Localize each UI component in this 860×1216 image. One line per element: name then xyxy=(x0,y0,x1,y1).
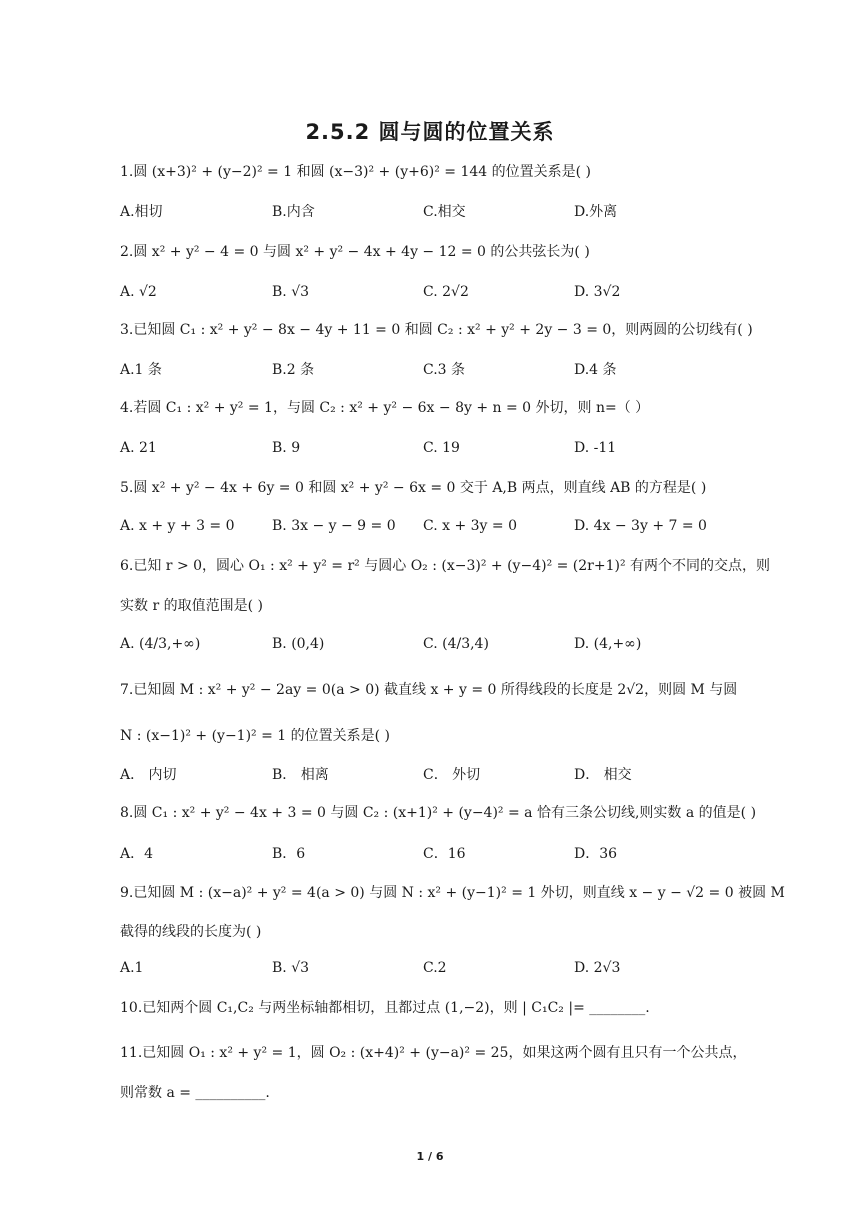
question-7-options xyxy=(120,765,740,787)
option-c: C.3 条 xyxy=(423,362,466,378)
question-5-options xyxy=(120,516,740,538)
page-title: 2.5.2 圆与圆的位置关系 xyxy=(305,120,555,144)
option-a: A.相切 xyxy=(120,204,163,220)
question-6-stem: 6.已知 r > 0，圆心 O₁ : x² + y² = r² 与圆心 O₂ : (x−3)² + (y−4)² = (2r+1)² 有两个不同的交点，则 xyxy=(120,558,771,574)
option-b: B. 3x − y − 9 = 0 xyxy=(272,518,396,534)
question-9-options xyxy=(120,958,740,980)
option-b: B． 相离 xyxy=(272,767,329,783)
option-a: A. √2 xyxy=(120,284,157,300)
question-9-stem: 9.已知圆 M : (x−a)² + y² = 4(a > 0) 与圆 N : x² + (y−1)² = 1 外切，则直线 x − y − √2 = 0 被圆 M xyxy=(120,885,785,901)
option-c: C.相交 xyxy=(423,204,466,220)
option-a: A．4 xyxy=(120,846,154,862)
question-7-stem: 7.已知圆 M : x² + y² − 2ay = 0(a > 0) 截直线 x + y = 0 所得线段的长度是 2√2，则圆 M 与圆 xyxy=(120,682,738,698)
option-c: C. x + 3y = 0 xyxy=(423,518,517,534)
question-8-options xyxy=(120,844,740,866)
option-a: A. x + y + 3 = 0 xyxy=(120,518,235,534)
option-a: A.1 条 xyxy=(120,362,162,378)
option-d: D. 3√2 xyxy=(574,284,621,300)
page-number: 1 / 6 xyxy=(416,1150,444,1163)
option-c: C. 19 xyxy=(423,440,460,456)
option-b: B. √3 xyxy=(272,284,310,300)
option-b: B. √3 xyxy=(272,960,310,976)
option-d: D. 4x − 3y + 7 = 0 xyxy=(574,518,707,534)
question-2-options xyxy=(120,282,740,304)
option-d: D. 2√3 xyxy=(574,960,621,976)
question-4-stem: 4.若圆 C₁ : x² + y² = 1，与圆 C₂ : x² + y² − 6x − 8y + n = 0 外切，则 n=（ ） xyxy=(120,400,650,416)
question-10-stem: 10.已知两个圆 C₁,C₂ 与两坐标轴都相切，且都过点 (1,−2)，则 | C₁C₂ |= ________. xyxy=(120,1000,650,1016)
option-b: B.2 条 xyxy=(272,362,315,378)
option-a: A． 内切 xyxy=(120,767,177,783)
question-8-stem: 8.圆 C₁ : x² + y² − 4x + 3 = 0 与圆 C₂ : (x+1)² + (y−4)² = a 恰有三条公切线,则实数 a 的值是( ) xyxy=(120,805,757,821)
option-a: A. (4/3,+∞) xyxy=(120,636,201,652)
question-4-options xyxy=(120,438,740,460)
option-c: C．16 xyxy=(423,846,466,862)
option-d: D． 相交 xyxy=(574,767,632,783)
question-7-stem-line2: N : (x−1)² + (y−1)² = 1 的位置关系是( ) xyxy=(120,728,391,744)
option-c: C.2 xyxy=(423,960,447,976)
option-c: C． 外切 xyxy=(423,767,481,783)
option-d: D. (4,+∞) xyxy=(574,636,642,652)
question-6-stem-line2: 实数 r 的取值范围是( ) xyxy=(120,598,263,614)
option-b: B.内含 xyxy=(272,204,315,220)
option-b: B. (0,4) xyxy=(272,636,325,652)
option-d: D.外离 xyxy=(574,204,618,220)
question-9-stem-line2: 截得的线段的长度为( ) xyxy=(120,924,262,940)
option-b: B．6 xyxy=(272,846,306,862)
option-c: C. (4/3,4) xyxy=(423,636,489,652)
option-b: B. 9 xyxy=(272,440,301,456)
question-11-stem-line2: 则常数 a = __________. xyxy=(120,1085,270,1101)
question-6-options xyxy=(120,634,740,656)
question-3-stem: 3.已知圆 C₁ : x² + y² − 8x − 4y + 11 = 0 和圆 C₂ : x² + y² + 2y − 3 = 0，则两圆的公切线有( ) xyxy=(120,322,753,338)
question-1-options xyxy=(120,202,740,224)
option-d: D. -11 xyxy=(574,440,617,456)
option-d: D.4 条 xyxy=(574,362,617,378)
option-a: A. 21 xyxy=(120,440,157,456)
question-2-stem: 2.圆 x² + y² − 4 = 0 与圆 x² + y² − 4x + 4y − 12 = 0 的公共弦长为( ) xyxy=(120,244,590,260)
option-a: A.1 xyxy=(120,960,144,976)
question-3-options xyxy=(120,360,740,382)
question-11-stem: 11.已知圆 O₁ : x² + y² = 1，圆 O₂ : (x+4)² + (y−a)² = 25，如果这两个圆有且只有一个公共点， xyxy=(120,1045,747,1061)
question-5-stem: 5.圆 x² + y² − 4x + 6y = 0 和圆 x² + y² − 6x = 0 交于 A,B 两点，则直线 AB 的方程是( ) xyxy=(120,480,707,496)
option-c: C. 2√2 xyxy=(423,284,469,300)
question-1-stem: 1.圆 (x+3)² + (y−2)² = 1 和圆 (x−3)² + (y+6)² = 144 的位置关系是( ) xyxy=(120,164,591,180)
option-d: D．36 xyxy=(574,846,618,862)
